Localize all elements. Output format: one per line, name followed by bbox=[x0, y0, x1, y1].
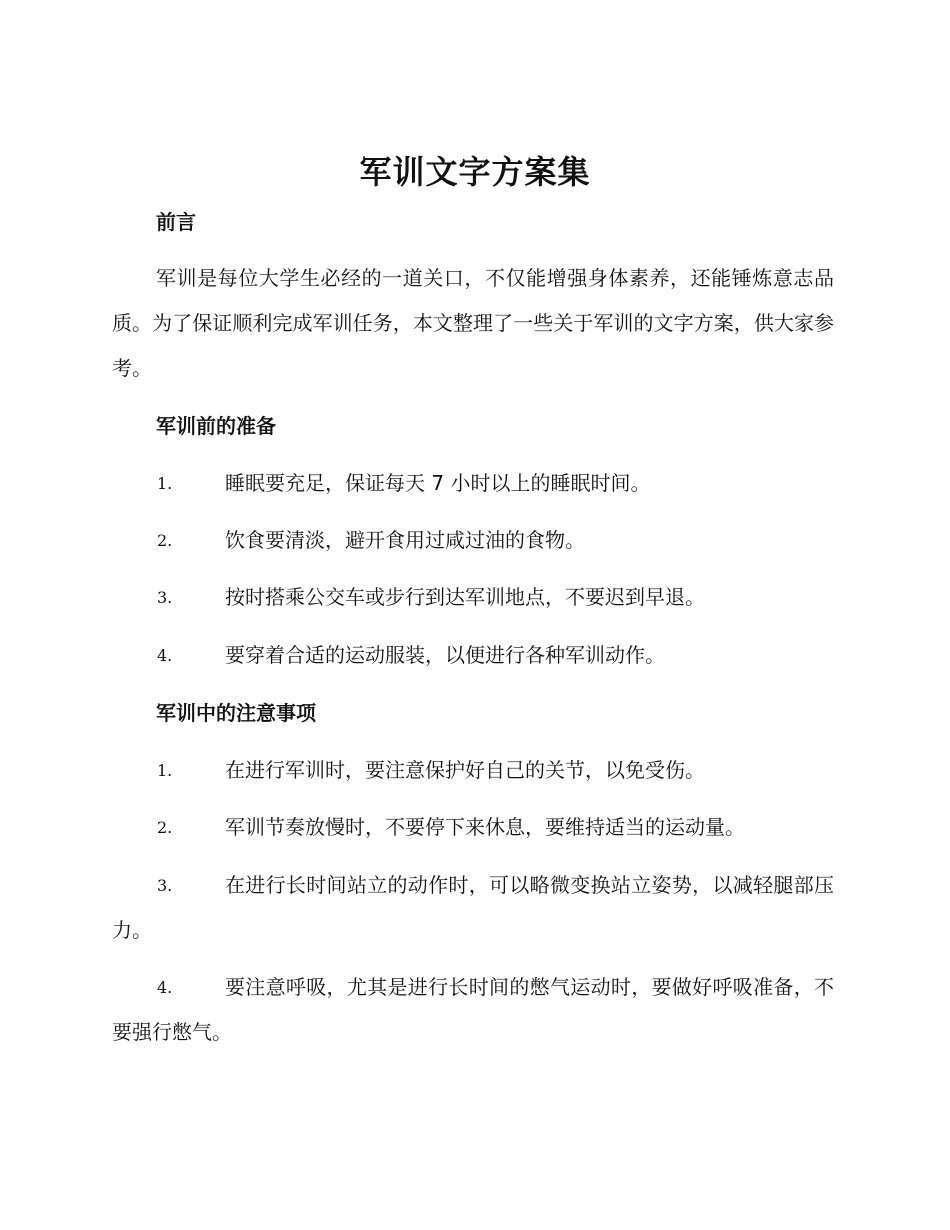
list-item bbox=[112, 518, 834, 563]
list-item-text: 要注意呼吸，尤其是进行长时间的憋气运动时，要做好呼吸准备，不要强行憋气。 bbox=[112, 975, 834, 1044]
list-item-number: 2. bbox=[157, 531, 173, 550]
section-heading-precautions: 军训中的注意事项 bbox=[156, 701, 316, 725]
list-item-text: 军训节奏放慢时，不要停下来休息，要维持适当的运动量。 bbox=[225, 815, 745, 839]
list-item-text: 要穿着合适的运动服装，以便进行各种军训动作。 bbox=[225, 643, 665, 667]
list-item-text: 在进行长时间站立的动作时，可以略微变换站立姿势，以减轻腿部压力。 bbox=[112, 873, 834, 942]
section-heading-preparation: 军训前的准备 bbox=[156, 414, 276, 438]
list-item-number: 3. bbox=[157, 588, 173, 607]
list-item-number: 1. bbox=[157, 761, 173, 780]
list-item bbox=[112, 461, 834, 506]
document-title: 军训文字方案集 bbox=[359, 153, 591, 191]
preface-paragraph: 军训是每位大学生必经的一道关口，不仅能增强身体素养，还能锤炼意志品质。为了保证顺利完成军训任务，本文整理了一些关于军训的文字方案，供大家参考。 bbox=[112, 266, 834, 380]
list-item bbox=[112, 748, 834, 793]
list-item-text: 在进行军训时，要注意保护好自己的关节，以免受伤。 bbox=[225, 758, 705, 782]
list-item-text: 睡眠要充足，保证每天 7 小时以上的睡眠时间。 bbox=[225, 471, 651, 495]
section-heading-preface: 前言 bbox=[156, 210, 196, 234]
list-item bbox=[112, 965, 834, 1055]
list-item-number: 4. bbox=[157, 978, 173, 997]
list-item-number: 4. bbox=[157, 646, 173, 665]
list-item-text: 按时搭乘公交车或步行到达军训地点，不要迟到早退。 bbox=[225, 585, 705, 609]
list-item bbox=[112, 863, 834, 953]
list-item bbox=[112, 805, 834, 850]
list-item bbox=[112, 575, 834, 620]
list-item-text: 饮食要清淡，避开食用过咸过油的食物。 bbox=[225, 528, 585, 552]
list-item bbox=[112, 633, 834, 678]
list-item-number: 1. bbox=[157, 474, 173, 493]
list-item-number: 3. bbox=[157, 876, 173, 895]
list-item-number: 2. bbox=[157, 818, 173, 837]
